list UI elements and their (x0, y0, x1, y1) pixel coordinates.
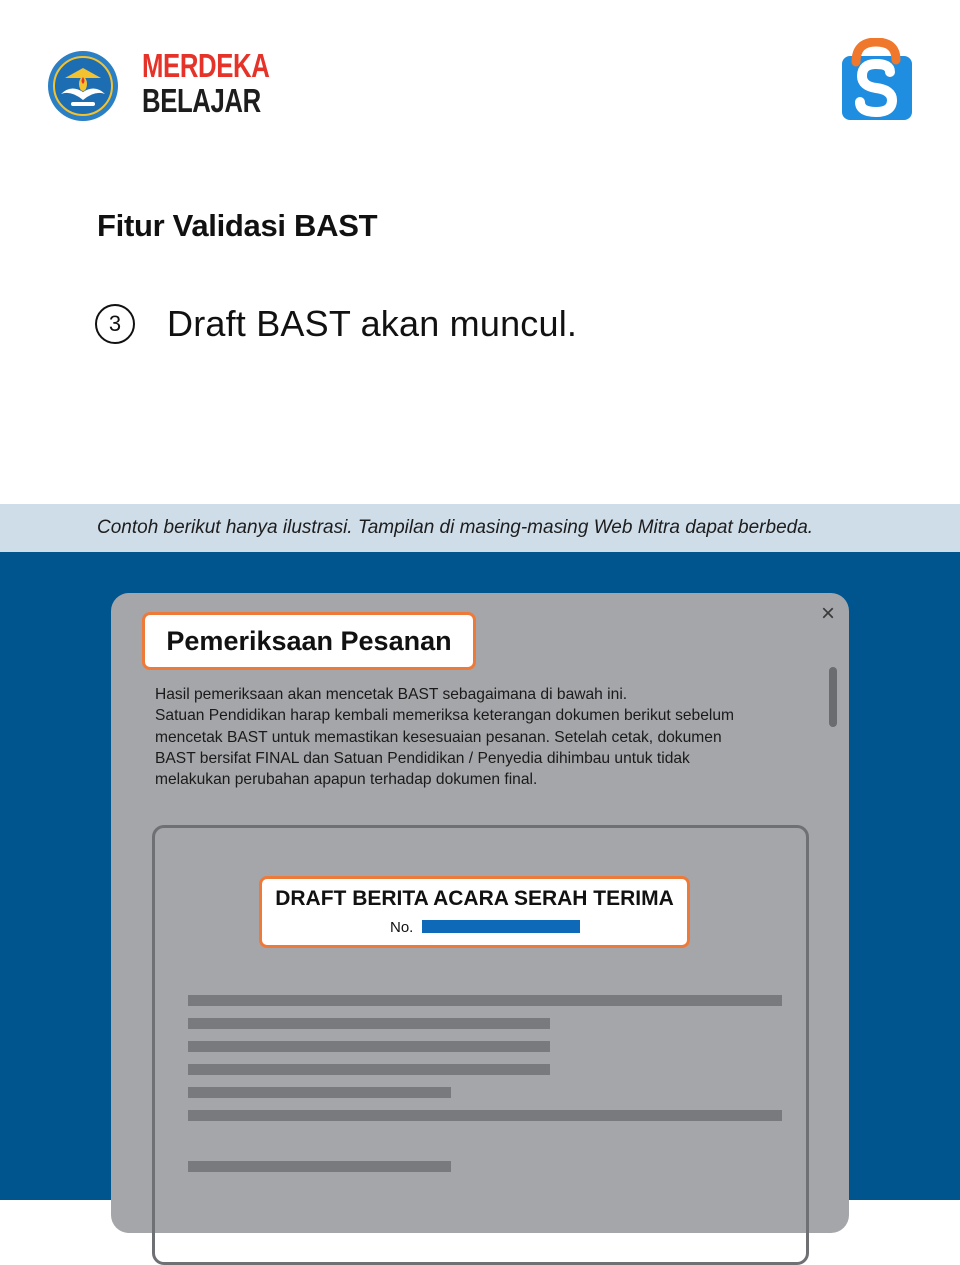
feature-title: Fitur Validasi BAST (97, 208, 378, 243)
modal-title-text: Pemeriksaan Pesanan (166, 625, 452, 656)
step-text: Draft BAST akan muncul. (167, 303, 578, 344)
modal-description (155, 684, 775, 790)
placeholder-text-line (188, 1018, 550, 1029)
step-number-badge: 3 (95, 304, 135, 344)
close-icon[interactable]: × (820, 600, 835, 627)
placeholder-text-line (188, 1110, 782, 1121)
placeholder-text-line (188, 1064, 550, 1075)
brand-line-2: BELAJAR (142, 82, 261, 119)
step-instruction (95, 303, 577, 345)
kemendikbud-logo (47, 50, 119, 122)
merdeka-belajar-logo (142, 49, 305, 117)
description-line: Hasil pemeriksaan akan mencetak BAST sebagaimana di bawah ini. (155, 686, 628, 703)
description-line: Satuan Pendidikan harap kembali memeriksa keterangan dokumen berikut sebelum (155, 707, 735, 725)
placeholder-text-line (188, 1161, 451, 1172)
brand-line-1: MERDEKA (142, 47, 270, 84)
disclaimer-text: Contoh berikut hanya ilustrasi. Tampilan di masing-masing Web Mitra dapat berbeda. (97, 517, 814, 538)
draft-header-box (259, 876, 690, 948)
draft-title: DRAFT BERITA ACARA SERAH TERIMA (275, 887, 674, 910)
document-number-label: No. (390, 919, 414, 936)
modal-scrollbar[interactable] (829, 667, 837, 727)
modal-title (142, 612, 476, 670)
disclaimer-bar (0, 504, 960, 552)
document-number-placeholder (422, 920, 580, 933)
siplah-logo (840, 38, 914, 122)
description-line: BAST bersifat FINAL dan Satuan Pendidikan / Penyedia dihimbau untuk tidak (155, 749, 690, 767)
description-line: mencetak BAST untuk memastikan kesesuaian pesanan. Setelah cetak, dokumen (155, 728, 722, 746)
order-check-modal (111, 593, 849, 1233)
placeholder-text-line (188, 1087, 451, 1098)
bast-document-preview (152, 825, 809, 1265)
description-line: melakukan perubahan apapun terhadap dokumen final. (155, 771, 538, 789)
placeholder-text-line (188, 995, 782, 1006)
placeholder-text-line (188, 1041, 550, 1052)
